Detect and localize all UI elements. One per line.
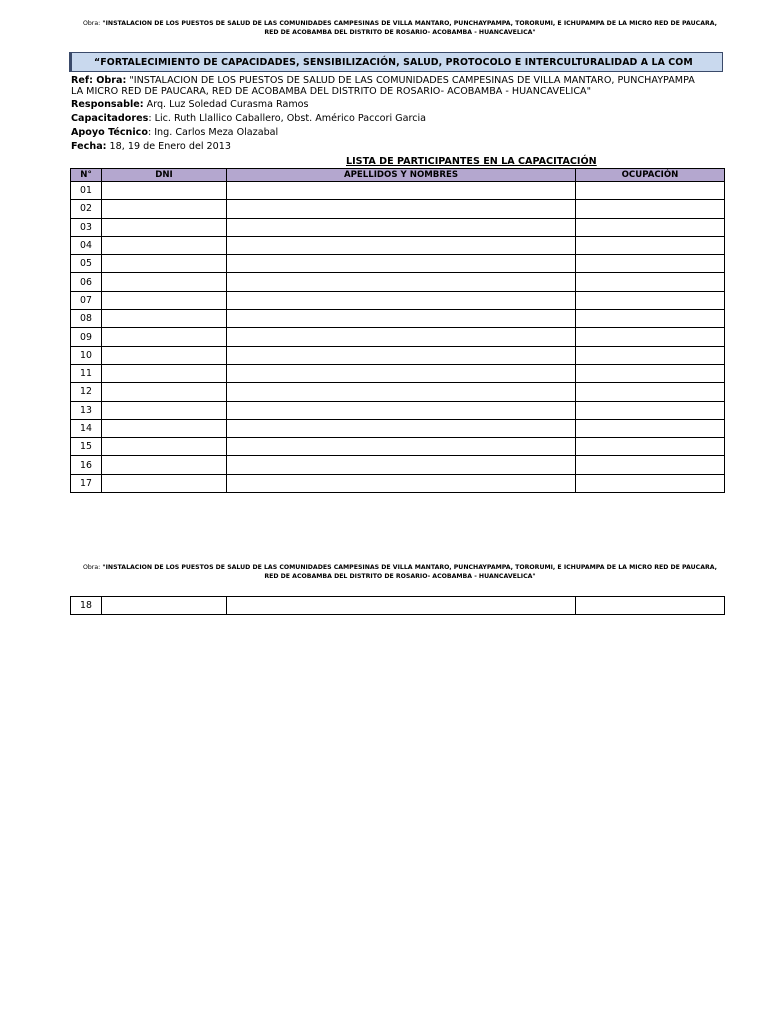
ocupacion-cell[interactable]: [576, 597, 725, 615]
dni-cell[interactable]: [102, 474, 227, 492]
ocupacion-cell[interactable]: [576, 438, 725, 456]
table-row: [71, 200, 725, 218]
table-body-2: [71, 597, 725, 615]
responsable-line: [71, 99, 723, 110]
nombres-cell[interactable]: [227, 438, 576, 456]
row-number: 06: [71, 273, 102, 291]
dni-cell[interactable]: [102, 273, 227, 291]
nombres-cell[interactable]: [227, 474, 576, 492]
row-number: 11: [71, 364, 102, 382]
fecha-value: 18, 19 de Enero del 2013: [106, 141, 231, 152]
dni-cell[interactable]: [102, 401, 227, 419]
nombres-cell[interactable]: [227, 401, 576, 419]
capacitadores-label: Capacitadores: [71, 113, 149, 124]
dni-cell[interactable]: [102, 438, 227, 456]
row-number: 03: [71, 218, 102, 236]
row-number: 18: [71, 597, 102, 615]
nombres-cell[interactable]: [227, 255, 576, 273]
row-number: 05: [71, 255, 102, 273]
table-row: [71, 218, 725, 236]
apoyo-value: : Ing. Carlos Meza Olazabal: [147, 127, 279, 138]
col-header-num: N°: [71, 169, 102, 182]
dni-cell[interactable]: [102, 328, 227, 346]
table-row: [71, 401, 725, 419]
row-number: 07: [71, 291, 102, 309]
dni-cell[interactable]: [102, 310, 227, 328]
nombres-cell[interactable]: [227, 383, 576, 401]
nombres-cell[interactable]: [227, 182, 576, 200]
row-number: 04: [71, 236, 102, 254]
table-row: [71, 255, 725, 273]
table-row: [71, 456, 725, 474]
participants-table-2: [70, 596, 725, 615]
dni-cell[interactable]: [102, 456, 227, 474]
ocupacion-cell[interactable]: [576, 310, 725, 328]
table-row: [71, 438, 725, 456]
nombres-cell[interactable]: [227, 218, 576, 236]
nombres-cell[interactable]: [227, 597, 576, 615]
nombres-cell[interactable]: [227, 273, 576, 291]
dni-cell[interactable]: [102, 218, 227, 236]
ocupacion-cell[interactable]: [576, 364, 725, 382]
ocupacion-cell[interactable]: [576, 236, 725, 254]
ref-value-2: LA MICRO RED DE PAUCARA, RED DE ACOBAMBA DEL DISTRITO DE ROSARIO- ACOBAMBA - HUANCAVELICA": [71, 86, 592, 97]
ocupacion-cell[interactable]: [576, 182, 725, 200]
fecha-label: Fecha:: [71, 141, 107, 152]
table-row: [71, 182, 725, 200]
row-number: 17: [71, 474, 102, 492]
col-header-ocupacion: OCUPACIÓN: [576, 169, 725, 182]
dni-cell[interactable]: [102, 236, 227, 254]
header-line-2: RED DE ACOBAMBA DEL DISTRITO DE ROSARIO- ACOBAMBA - HUANCAVELICA": [264, 28, 536, 36]
fecha-line: [71, 141, 723, 152]
table-row: [71, 273, 725, 291]
table-row: [71, 474, 725, 492]
capacitadores-line: [71, 113, 723, 124]
nombres-cell[interactable]: [227, 236, 576, 254]
row-number: 08: [71, 310, 102, 328]
ocupacion-cell[interactable]: [576, 474, 725, 492]
ocupacion-cell[interactable]: [576, 200, 725, 218]
row-number: 10: [71, 346, 102, 364]
nombres-cell[interactable]: [227, 328, 576, 346]
row-number: 16: [71, 456, 102, 474]
dni-cell[interactable]: [102, 364, 227, 382]
participants-table: [70, 168, 725, 493]
apoyo-line: [71, 127, 723, 138]
nombres-cell[interactable]: [227, 364, 576, 382]
header-line-2-2: RED DE ACOBAMBA DEL DISTRITO DE ROSARIO- ACOBAMBA - HUANCAVELICA": [264, 572, 536, 580]
ref-line-1: [71, 75, 723, 86]
dni-cell[interactable]: [102, 200, 227, 218]
ocupacion-cell[interactable]: [576, 291, 725, 309]
ocupacion-cell[interactable]: [576, 218, 725, 236]
nombres-cell[interactable]: [227, 291, 576, 309]
table-row: [71, 328, 725, 346]
responsable-value: Arq. Luz Soledad Curasma Ramos: [143, 99, 309, 110]
ocupacion-cell[interactable]: [576, 273, 725, 291]
col-header-dni: DNI: [102, 169, 227, 182]
nombres-cell[interactable]: [227, 346, 576, 364]
ocupacion-cell[interactable]: [576, 328, 725, 346]
table-row: [71, 236, 725, 254]
nombres-cell[interactable]: [227, 456, 576, 474]
ref-label: Ref: Obra:: [71, 75, 127, 86]
row-number: 09: [71, 328, 102, 346]
page-header: [55, 20, 745, 37]
row-number: 14: [71, 419, 102, 437]
title-banner-text: “FORTALECIMIENTO DE CAPACIDADES, SENSIBILIZACIÓN, SALUD, PROTOCOLO E INTERCULTURALIDAD A LA COM: [94, 57, 693, 68]
ocupacion-cell[interactable]: [576, 255, 725, 273]
responsable-label: Responsable:: [71, 99, 144, 110]
header-obra-label-2: Obra:: [83, 564, 101, 571]
table-row: [71, 291, 725, 309]
dni-cell[interactable]: [102, 383, 227, 401]
table-body: [71, 182, 725, 493]
capacitadores-value: : Lic. Ruth Llallico Caballero, Obst. Américo Paccori Garcia: [148, 113, 427, 124]
table-row: [71, 364, 725, 382]
table-row: [71, 383, 725, 401]
dni-cell[interactable]: [102, 255, 227, 273]
page-header-2: [55, 564, 745, 581]
table-row: [71, 419, 725, 437]
ocupacion-cell[interactable]: [576, 383, 725, 401]
list-title: LISTA DE PARTICIPANTES EN LA CAPACITACIÓN: [346, 156, 597, 167]
table-row: [71, 310, 725, 328]
ref-value-1: "INSTALACION DE LOS PUESTOS DE SALUD DE LAS COMUNIDADES CAMPESINAS DE VILLA MANTARO, PUNCHAYPAMPA: [129, 75, 695, 86]
title-banner: [69, 52, 723, 72]
row-number: 12: [71, 383, 102, 401]
dni-cell[interactable]: [102, 597, 227, 615]
nombres-cell[interactable]: [227, 200, 576, 218]
dni-cell[interactable]: [102, 182, 227, 200]
col-header-nombres: APELLIDOS Y NOMBRES: [227, 169, 576, 182]
ref-line-2: [71, 86, 723, 97]
row-number: 13: [71, 401, 102, 419]
nombres-cell[interactable]: [227, 310, 576, 328]
ocupacion-cell[interactable]: [576, 456, 725, 474]
dni-cell[interactable]: [102, 346, 227, 364]
row-number: 15: [71, 438, 102, 456]
nombres-cell[interactable]: [227, 419, 576, 437]
header-obra-label: Obra:: [83, 20, 101, 27]
header-line-1: "INSTALACION DE LOS PUESTOS DE SALUD DE LAS COMUNIDADES CAMPESINAS DE VILLA MANTARO, PUNCHAYPAMPA, TORORUMI, E ICHUPAMPA DE LA MICRO RED DE PAUCARA,: [102, 20, 717, 27]
dni-cell[interactable]: [102, 419, 227, 437]
row-number: 02: [71, 200, 102, 218]
ocupacion-cell[interactable]: [576, 401, 725, 419]
ocupacion-cell[interactable]: [576, 419, 725, 437]
ocupacion-cell[interactable]: [576, 346, 725, 364]
apoyo-label: Apoyo Técnico: [71, 127, 148, 138]
row-number: 01: [71, 182, 102, 200]
dni-cell[interactable]: [102, 291, 227, 309]
header-line-1-2: "INSTALACION DE LOS PUESTOS DE SALUD DE LAS COMUNIDADES CAMPESINAS DE VILLA MANTARO, PUNCHAYPAMPA, TORORUMI, E ICHUPAMPA DE LA MICRO RED DE PAUCARA,: [102, 564, 717, 571]
table-header-row: [71, 169, 725, 182]
table-row: [71, 346, 725, 364]
table-row: [71, 597, 725, 615]
